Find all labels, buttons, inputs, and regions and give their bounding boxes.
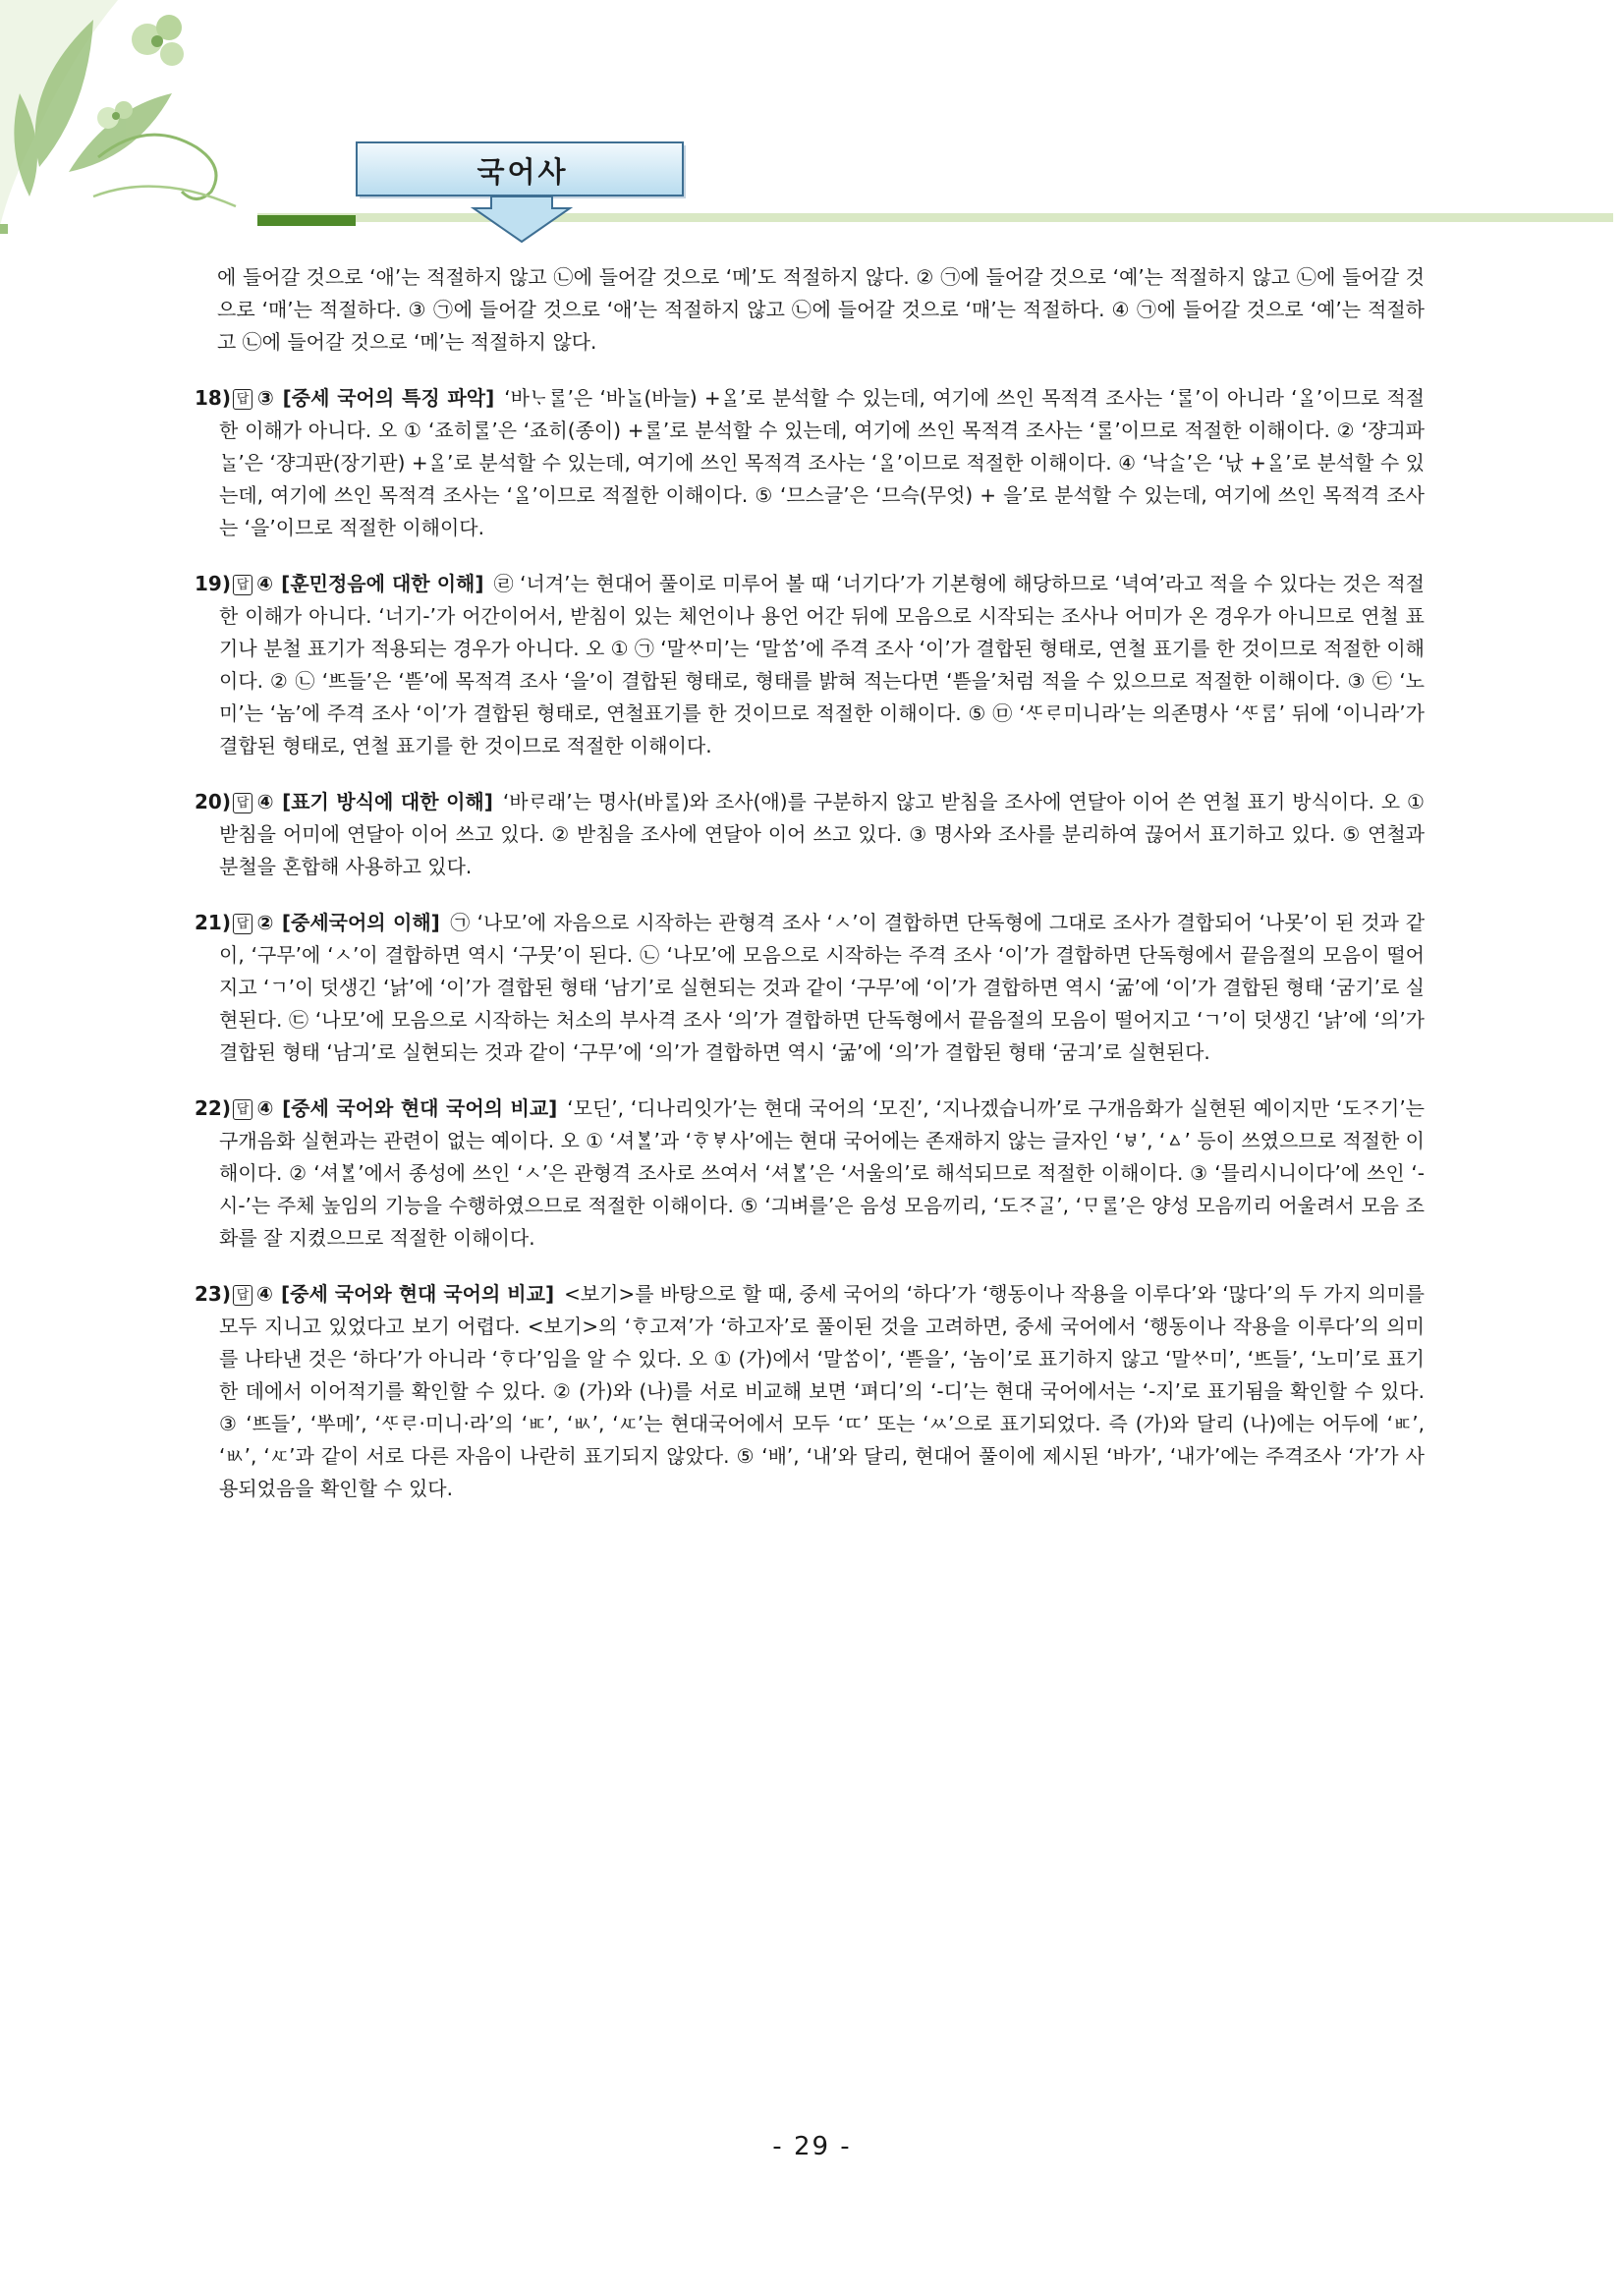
- answer-item-22: [195, 1092, 1425, 1255]
- page-number: - 29 -: [772, 2132, 852, 2161]
- answer-item-21: [195, 907, 1425, 1069]
- topic-label: [중세 국어와 현대 국어의 비교]: [281, 1282, 555, 1306]
- answer-mark: 답: [233, 389, 252, 410]
- topic-label: [중세 국어의 특징 파악]: [282, 386, 495, 410]
- answer-choice: ④: [256, 790, 275, 813]
- explanation-text: ㉠ ‘나모’에 자음으로 시작하는 관형격 조사 ‘ㅅ’이 결합하면 단독형에 그대로 조사가 결합되어 ‘나못’이 된 것과 같이, ‘구무’에 ‘ㅅ’이 결합하면 역시 ‘구뭇’이 된다. ㉡ ‘나모’에 모음으로 시작하는 주격 조사 ‘이’가 결합하면 단독형에서 끝음절의 모음이 떨어지고 ‘ㄱ’이 덧생긴 ‘낡’에 ‘이’가 결합된 형태 ‘남기’로 실현되는 것과 같이 ‘구무’에 ‘이’가 결합하면 역시 ‘굶’에 ‘이’가 결합된 형태 ‘굼기’로 실현된다. ㉢ ‘나모’에 모음으로 시작하는 처소의 부사격 조사 ‘의’가 결합하면 단독형에서 끝음절의 모음이 떨어지고 ‘ㄱ’이 덧생긴 ‘낡’에 ‘의’가 결합된 형태 ‘남긔’로 실현되는 것과 같이 ‘구무’에 ‘의’가 결합하면 역시 ‘굶’에 ‘의’가 결합된 형태 ‘굼긔’로 실현된다.: [219, 911, 1426, 1064]
- explanation-text: ‘바ᄅᆞ래’는 명사(바ᄅᆞᆯ)와 조사(애)를 구분하지 않고 받침을 조사에 연달아 이어 쓴 연철 표기 방식이다. 오 ① 받침을 어미에 연달아 이어 쓰고 있다. ② 받침을 조사에 연달아 이어 쓰고 있다. ③ 명사와 조사를 분리하여 끊어서 표기하고 있다. ⑤ 연철과 분철을 혼합해 사용하고 있다.: [219, 790, 1425, 878]
- header-rule-edge: [0, 224, 8, 234]
- explanation-text: ‘모딘’, ‘디나리잇가’는 현대 국어의 ‘모진’, ‘지나겠습니까’로 구개음화가 실현된 예이지만 ‘도ᄌᆞ기’는 구개음화 실현과는 관련이 없는 예이다. 오 ① ‘셔ᄫᆞᆯ’과 ‘ᄒᆞᄫᆞ사’에는 현대 국어에는 존재하지 않는 글자인 ‘ㅸ’, ‘ㅿ’ 등이 쓰였으므로 적절한 이해이다. ② ‘셔ᄫᆞᆯ’에서 종성에 쓰인 ‘ㅅ’은 관형격 조사로 쓰여서 ‘셔ᄫᆞᆯ’은 ‘서울의’로 해석되므로 적절한 이해이다. ③ ‘믈리시니이다’에 쓰인 ‘-시-’는 주체 높임의 기능을 수행하였으므로 적절한 이해이다. ⑤ ‘긔벼를’은 음성 모음끼리, ‘도ᄌᆞᄀᆞᆯ’, ‘ᄆᆞᄅᆞᆯ’은 양성 모음끼리 어울려서 모음 조화를 잘 지켰으므로 적절한 이해이다.: [219, 1096, 1425, 1250]
- answer-choice: ④: [256, 572, 274, 595]
- header-rule-dark: [257, 215, 356, 226]
- answer-mark: 답: [233, 914, 252, 934]
- answer-mark: 답: [233, 575, 252, 595]
- question-number: 22): [195, 1096, 231, 1120]
- answer-choice: ③: [256, 386, 275, 410]
- answer-item-19: [195, 568, 1425, 762]
- question-number: 19): [195, 572, 231, 595]
- question-number: 18): [195, 386, 231, 410]
- page-title: 국어사: [476, 154, 569, 189]
- continued-paragraph: 에 들어갈 것으로 ‘애’는 적절하지 않고 ㉡에 들어갈 것으로 ‘메’도 적절하지 않다. ② ㉠에 들어갈 것으로 ‘예’는 적절하지 않고 ㉡에 들어갈 것으로 ‘매’는 적절하다. ③ ㉠에 들어갈 것으로 ‘애’는 적절하지 않고 ㉡에 들어갈 것으로 ‘매’는 적절하다. ④ ㉠에 들어갈 것으로 ‘예’는 적절하고 ㉡에 들어갈 것으로 ‘메’는 적절하지 않다.: [217, 265, 1425, 354]
- question-number: 23): [195, 1282, 231, 1306]
- answer-mark: 답: [233, 1285, 252, 1306]
- answer-mark: 답: [233, 793, 252, 813]
- answer-explanations: [195, 261, 1425, 1505]
- answer-item-18: [195, 382, 1425, 544]
- answer-mark: 답: [233, 1099, 252, 1120]
- answer-item-20: [195, 786, 1425, 883]
- answer-choice: ②: [256, 911, 274, 934]
- answer-choice: ④: [256, 1096, 275, 1120]
- explanation-text: <보기>를 바탕으로 할 때, 중세 국어의 ‘하다’가 ‘행동이나 작용을 이루다’와 ‘많다’의 두 가지 의미를 모두 지니고 있었다고 보기 어렵다. <보기>의 ‘ᄒᆞ고져’가 ‘하고자’로 풀이된 것을 고려하면, 중세 국어에서 ‘행동이나 작용을 이루다’의 의미를 나타낸 것은 ‘하다’가 아니라 ‘ᄒᆞ다’임을 알 수 있다. 오 ① (가)에서 ‘말ᄊᆞᆷ이’, ‘ᄠᅳᆮ을’, ‘놈이’로 표기하지 않고 ‘말ᄊᆞ미’, ‘ᄠᅳ들’, ‘노미’로 표기한 데에서 이어적기를 확인할 수 있다. ② (가)와 (나)를 서로 비교해 보면 ‘펴디’의 ‘-디’는 현대 국어에서는 ‘-지’로 표기됨을 확인할 수 있다. ③ ‘ᄠᅳ들’, ‘ᄡᅮ메’, ‘ᄯᆞᄅᆞ·미니·라’의 ‘ㅳ’, ‘ㅄ’, ‘ㅼ’는 현대국어에서 모두 ‘ㄸ’ 또는 ‘ㅆ’으로 표기되었다. 즉 (가)와 달리 (나)에는 어두에 ‘ㅳ’, ‘ㅄ’, ‘ㅼ’과 같이 서로 다른 자음이 나란히 표기되지 않았다. ⑤ ‘배’, ‘내’와 달리, 현대어 풀이에 제시된 ‘바가’, ‘내가’에는 주격조사 ‘가’가 사용되었음을 확인할 수 있다.: [219, 1282, 1425, 1500]
- corner-flower-ornament: [0, 0, 255, 236]
- question-number: 21): [195, 911, 231, 934]
- topic-label: [중세 국어와 현대 국어의 비교]: [282, 1096, 558, 1120]
- topic-label: [중세국어의 이해]: [281, 911, 440, 934]
- topic-label: [훈민정음에 대한 이해]: [281, 572, 484, 595]
- explanation-text: ㉣ ‘너겨’는 현대어 풀이로 미루어 볼 때 ‘너기다’가 기본형에 해당하므로 ‘녁여’라고 적을 수 있다는 것은 적절한 이해가 아니다. ‘너기-’가 어간이어서, 받침이 있는 체언이나 용언 어간 뒤에 모음으로 시작되는 조사나 어미가 온 경우가 아니므로 연철 표기나 분철 표기가 적용되는 경우가 아니다. 오 ① ㉠ ‘말ᄊᆞ미’는 ‘말ᄊᆞᆷ’에 주격 조사 ‘이’가 결합된 형태로, 연철 표기를 한 것이므로 적절한 이해이다. ② ㉡ ‘ᄠᅳ들’은 ‘ᄠᅳᆮ’에 목적격 조사 ‘을’이 결합된 형태로, 형태를 밝혀 적는다면 ‘ᄠᅳᆮ을’처럼 적을 수 있으므로 적절한 이해이다. ③ ㉢ ‘노미’는 ‘놈’에 주격 조사 ‘이’가 결합된 형태로, 연철표기를 한 것이므로 적절한 이해이다. ⑤ ㉤ ‘ᄯᆞᄅᆞ미니라’는 의존명사 ‘ᄯᆞᄅᆞᆷ’ 뒤에 ‘이니라’가 결합된 형태로, 연철 표기를 한 것이므로 적절한 이해이다.: [219, 572, 1426, 757]
- answer-item-23: [195, 1278, 1425, 1505]
- explanation-text: ‘바ᄂᆞᄅᆞᆯ’은 ‘바ᄂᆞᆯ(바늘) +ᄋᆞᆯ’로 분석할 수 있는데, 여기에 쓰인 목적격 조사는 ‘ᄅᆞᆯ’이 아니라 ‘ᄋᆞᆯ’이므로 적절한 이해가 아니다. 오 ① ‘죠히ᄅᆞᆯ’은 ‘죠히(종이) +ᄅᆞᆯ’로 분석할 수 있는데, 여기에 쓰인 목적격 조사는 ‘ᄅᆞᆯ’이므로 적절한 이해이다. ② ‘쟝긔파ᄂᆞᆯ’은 ‘쟝긔판(장기판) +ᄋᆞᆯ’로 분석할 수 있는데, 여기에 쓰인 목적격 조사는 ‘ᄋᆞᆯ’이므로 적절한 이해이다. ④ ‘낙ᄉᆞᆯ’은 ‘낛 +ᄋᆞᆯ’로 분석할 수 있는데, 여기에 쓰인 목적격 조사는 ‘ᄋᆞᆯ’이므로 적절한 이해이다. ⑤ ‘므스글’은 ‘므슥(무엇) + 을’로 분석할 수 있는데, 여기에 쓰인 목적격 조사는 ‘을’이므로 적절한 이해이다.: [219, 386, 1425, 539]
- question-number: 20): [195, 790, 231, 813]
- answer-choice: ④: [256, 1282, 273, 1306]
- topic-label: [표기 방식에 대한 이해]: [282, 790, 493, 813]
